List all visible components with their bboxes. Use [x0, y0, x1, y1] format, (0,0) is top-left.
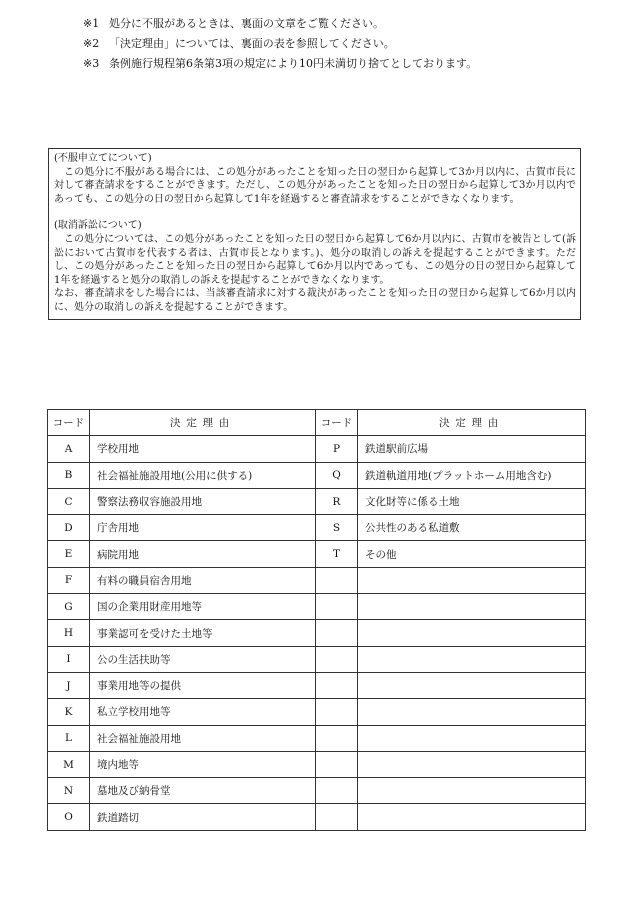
right-reason-cell: その他	[358, 541, 586, 567]
left-code-cell: O	[48, 804, 90, 830]
left-code-cell: D	[48, 515, 90, 541]
left-reason-cell: 病院用地	[90, 541, 316, 567]
left-reason-cell: 国の企業用財産用地等	[90, 594, 316, 620]
right-reason-cell: 文化財等に係る土地	[358, 488, 586, 514]
footnote-1	[83, 14, 623, 34]
appeal-instructions-box	[48, 148, 581, 320]
table-row	[48, 804, 586, 830]
right-reason-cell	[358, 699, 586, 725]
table-row	[48, 672, 586, 698]
table-body	[48, 436, 586, 830]
right-code-cell: S	[316, 515, 358, 541]
left-reason-cell: 事業認可を受けた土地等	[90, 620, 316, 646]
left-code-cell: B	[48, 462, 90, 488]
right-code-cell	[316, 594, 358, 620]
left-code-cell: I	[48, 646, 90, 672]
right-reason-cell	[358, 725, 586, 751]
right-code-cell: P	[316, 436, 358, 462]
table-row	[48, 725, 586, 751]
right-code-cell	[316, 620, 358, 646]
left-code-cell: M	[48, 751, 90, 777]
lawsuit-body: この処分については、この処分があったことを知った日の翌日から起算して6か月以内に、古賀市を被告として(訴訟において古賀市を代表する者は、古賀市長となります。)、処分の取消しの訴えを提起することができます。ただし、この処分があったことを知った日の翌日から起算して6か月以内であっても、この処分の日の翌日から起算して1年を経過すると処分の取消しの訴えを提起することができなくなります。	[54, 233, 576, 286]
right-reason-cell	[358, 751, 586, 777]
table-row	[48, 594, 586, 620]
right-code-cell	[316, 751, 358, 777]
left-code-cell: F	[48, 567, 90, 593]
left-reason-cell: 庁舎用地	[90, 515, 316, 541]
right-code-cell: Q	[316, 462, 358, 488]
left-code-cell: C	[48, 488, 90, 514]
table-row	[48, 462, 586, 488]
table-row	[48, 541, 586, 567]
right-reason-cell	[358, 672, 586, 698]
section-spacer	[54, 206, 576, 219]
left-code-cell: J	[48, 672, 90, 698]
left-code-cell: A	[48, 436, 90, 462]
column-header-reason: 決定理由	[358, 410, 586, 436]
left-reason-cell: 警察法務収容施設用地	[90, 488, 316, 514]
column-header-code: コード	[48, 410, 90, 436]
left-reason-cell: 境内地等	[90, 751, 316, 777]
right-code-cell	[316, 699, 358, 725]
right-code-cell	[316, 804, 358, 830]
left-reason-cell: 公の生活扶助等	[90, 646, 316, 672]
table-row	[48, 699, 586, 725]
footnote-mark: ※2	[83, 37, 100, 50]
right-reason-cell	[358, 804, 586, 830]
table-row	[48, 620, 586, 646]
footnote-2	[83, 34, 623, 54]
right-reason-cell	[358, 778, 586, 804]
right-reason-cell	[358, 594, 586, 620]
right-reason-cell: 公共性のある私道敷	[358, 515, 586, 541]
left-reason-cell: 鉄道踏切	[90, 804, 316, 830]
right-reason-cell: 鉄道駅前広場	[358, 436, 586, 462]
column-header-reason: 決定理由	[90, 410, 316, 436]
left-code-cell: H	[48, 620, 90, 646]
table-header-row	[48, 410, 586, 436]
table-row	[48, 567, 586, 593]
lawsuit-heading: (取消訴訟について)	[54, 220, 142, 232]
right-code-cell	[316, 725, 358, 751]
table-row	[48, 436, 586, 462]
right-code-cell	[316, 567, 358, 593]
column-header-code: コード	[316, 410, 358, 436]
footnote-mark: ※1	[83, 17, 100, 30]
footnote-mark: ※3	[83, 57, 100, 70]
left-reason-cell: 有料の職員宿舎用地	[90, 567, 316, 593]
right-code-cell: T	[316, 541, 358, 567]
footnotes	[83, 14, 623, 74]
right-reason-cell: 鉄道軌道用地(プラットホーム用地含む)	[358, 462, 586, 488]
table-row	[48, 778, 586, 804]
left-reason-cell: 私立学校用地等	[90, 699, 316, 725]
right-reason-cell	[358, 620, 586, 646]
left-code-cell: G	[48, 594, 90, 620]
footnote-text: 処分に不服があるときは、裏面の文章をご覧ください。	[109, 17, 384, 30]
footnote-text: 「決定理由」については、裏面の表を参照してください。	[109, 37, 395, 50]
right-code-cell	[316, 672, 358, 698]
left-reason-cell: 墓地及び納骨堂	[90, 778, 316, 804]
table-row	[48, 515, 586, 541]
footnote-3	[83, 54, 623, 74]
lawsuit-note: なお、審査請求をした場合には、当該審査請求に対する裁決があったことを知った日の翌日から起算して6か月以内に、処分の取消しの訴えを提起することができます。	[54, 288, 576, 313]
left-reason-cell: 社会福祉施設用地	[90, 725, 316, 751]
left-code-cell: E	[48, 541, 90, 567]
right-code-cell	[316, 778, 358, 804]
right-code-cell: R	[316, 488, 358, 514]
table-row	[48, 646, 586, 672]
decision-reason-table	[47, 409, 586, 831]
left-reason-cell: 学校用地	[90, 436, 316, 462]
right-code-cell	[316, 646, 358, 672]
table-row	[48, 488, 586, 514]
right-reason-cell	[358, 646, 586, 672]
left-code-cell: L	[48, 725, 90, 751]
footnote-text: 条例施行規程第6条第3項の規定により10円未満切り捨てとしております。	[109, 57, 478, 70]
objection-heading: (不服申立てについて)	[54, 153, 152, 164]
left-code-cell: K	[48, 699, 90, 725]
right-reason-cell	[358, 567, 586, 593]
left-reason-cell: 事業用地等の提供	[90, 672, 316, 698]
table-row	[48, 751, 586, 777]
left-reason-cell: 社会福祉施設用地(公用に供する)	[90, 462, 316, 488]
left-code-cell: N	[48, 778, 90, 804]
objection-body: この処分に不服がある場合には、この処分があったことを知った日の翌日から起算して3か月以内に、古賀市長に対して審査請求をすることができます。ただし、この処分があったことを知った日の翌日から起算して3か月以内であっても、この処分の日の翌日から起算して1年を経過すると審査請求をすることができなくなります。	[54, 166, 576, 205]
